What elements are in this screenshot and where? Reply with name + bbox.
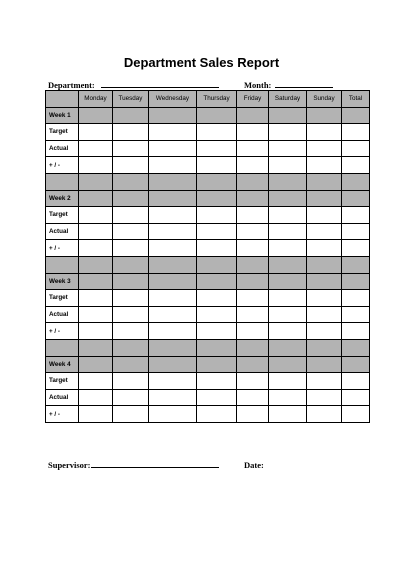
table-row [46,157,370,174]
separator-cell [149,339,197,356]
separator-cell [197,173,237,190]
separator-cell [79,173,113,190]
department-blank-line[interactable] [101,79,219,88]
week-header-cell [79,190,113,207]
entry-cell[interactable] [237,306,269,323]
entry-cell[interactable] [342,140,370,157]
week-header-cell [113,356,149,373]
entry-cell[interactable] [149,124,197,141]
column-header: Sunday [307,91,342,108]
entry-cell[interactable] [79,207,113,224]
separator-cell [237,256,269,273]
entry-cell[interactable] [113,223,149,240]
separator-cell [237,173,269,190]
entry-cell[interactable] [342,157,370,174]
entry-cell[interactable] [197,223,237,240]
table-row [46,323,370,340]
entry-cell[interactable] [149,240,197,257]
entry-cell[interactable] [342,306,370,323]
entry-cell[interactable] [307,240,342,257]
entry-cell[interactable] [79,406,113,423]
entry-cell[interactable] [79,323,113,340]
entry-cell[interactable] [307,373,342,390]
separator-cell [149,173,197,190]
row-label: Actual [46,389,79,406]
week-header-cell [237,107,269,124]
entry-cell[interactable] [79,373,113,390]
week-header-row [46,190,370,207]
entry-cell[interactable] [197,373,237,390]
row-label: + / - [46,157,79,174]
entry-cell[interactable] [237,157,269,174]
table-row [46,306,370,323]
entry-cell[interactable] [342,406,370,423]
entry-cell[interactable] [269,290,307,307]
entry-cell[interactable] [149,223,197,240]
table-row [46,373,370,390]
week-label: Week 3 [46,273,79,290]
entry-cell[interactable] [197,290,237,307]
column-header: Tuesday [113,91,149,108]
entry-cell[interactable] [269,124,307,141]
week-header-cell [79,107,113,124]
entry-cell[interactable] [269,306,307,323]
entry-cell[interactable] [149,389,197,406]
separator-cell [46,256,79,273]
entry-cell[interactable] [113,140,149,157]
entry-cell[interactable] [113,306,149,323]
week-header-cell [307,190,342,207]
entry-cell[interactable] [237,389,269,406]
entry-cell[interactable] [113,157,149,174]
supervisor-field[interactable] [48,459,219,471]
table-row [46,389,370,406]
table-row [46,124,370,141]
week-header-cell [237,356,269,373]
separator-cell [113,339,149,356]
week-header-cell [113,107,149,124]
week-header-cell [237,273,269,290]
week-header-cell [79,273,113,290]
row-label: + / - [46,323,79,340]
entry-cell[interactable] [237,240,269,257]
entry-cell[interactable] [237,290,269,307]
separator-cell [342,339,370,356]
separator-cell [269,256,307,273]
week-header-cell [342,190,370,207]
entry-cell[interactable] [307,290,342,307]
row-label: + / - [46,240,79,257]
entry-cell[interactable] [149,373,197,390]
separator-cell [307,339,342,356]
entry-cell[interactable] [197,207,237,224]
table-row [46,240,370,257]
entry-cell[interactable] [342,389,370,406]
separator-cell [113,256,149,273]
week-label: Week 2 [46,190,79,207]
entry-cell[interactable] [79,306,113,323]
week-header-cell [342,356,370,373]
entry-cell[interactable] [149,306,197,323]
entry-cell[interactable] [269,240,307,257]
separator-cell [307,173,342,190]
week-header-row [46,107,370,124]
entry-cell[interactable] [197,306,237,323]
entry-cell[interactable] [113,323,149,340]
separator-row [46,256,370,273]
entry-cell[interactable] [149,140,197,157]
week-header-cell [79,356,113,373]
entry-cell[interactable] [79,124,113,141]
column-header: Saturday [269,91,307,108]
entry-cell[interactable] [197,389,237,406]
sales-table [45,90,370,423]
entry-cell[interactable] [237,223,269,240]
week-header-cell [307,356,342,373]
entry-cell[interactable] [237,124,269,141]
week-header-cell [149,356,197,373]
table-row [46,223,370,240]
separator-cell [197,256,237,273]
entry-cell[interactable] [342,124,370,141]
entry-cell[interactable] [307,207,342,224]
entry-cell[interactable] [269,373,307,390]
row-label: Target [46,290,79,307]
entry-cell[interactable] [113,290,149,307]
week-header-cell [149,273,197,290]
entry-cell[interactable] [269,389,307,406]
week-label: Week 4 [46,356,79,373]
entry-cell[interactable] [269,157,307,174]
separator-cell [269,339,307,356]
row-label: Target [46,124,79,141]
supervisor-label: Supervisor: [48,460,91,470]
entry-cell[interactable] [237,323,269,340]
week-header-cell [113,273,149,290]
entry-cell[interactable] [113,240,149,257]
separator-cell [149,256,197,273]
entry-cell[interactable] [237,373,269,390]
week-header-cell [269,273,307,290]
entry-cell[interactable] [149,207,197,224]
entry-cell[interactable] [113,373,149,390]
week-header-cell [342,273,370,290]
department-label: Department: [48,80,95,90]
column-header: Wednesday [149,91,197,108]
entry-cell[interactable] [79,140,113,157]
separator-cell [197,339,237,356]
separator-cell [307,256,342,273]
entry-cell[interactable] [342,373,370,390]
entry-cell[interactable] [149,406,197,423]
row-label: Target [46,207,79,224]
column-header: Thursday [197,91,237,108]
entry-cell[interactable] [307,323,342,340]
table-row [46,406,370,423]
table-row [46,207,370,224]
entry-cell[interactable] [237,140,269,157]
week-header-cell [197,190,237,207]
entry-cell[interactable] [342,207,370,224]
separator-cell [269,173,307,190]
entry-cell[interactable] [342,290,370,307]
entry-cell[interactable] [79,290,113,307]
entry-cell[interactable] [197,140,237,157]
date-field[interactable] [244,459,264,471]
entry-cell[interactable] [307,406,342,423]
column-header: Friday [237,91,269,108]
table-header-row [46,91,370,108]
week-label: Week 1 [46,107,79,124]
week-header-cell [149,107,197,124]
separator-row [46,339,370,356]
month-label: Month: [244,80,272,90]
entry-cell[interactable] [79,157,113,174]
separator-row [46,173,370,190]
row-label: Actual [46,306,79,323]
entry-cell[interactable] [307,306,342,323]
separator-cell [342,256,370,273]
entry-cell[interactable] [197,124,237,141]
entry-cell[interactable] [149,157,197,174]
week-header-cell [149,190,197,207]
entry-cell[interactable] [307,223,342,240]
entry-cell[interactable] [342,240,370,257]
entry-cell[interactable] [113,389,149,406]
entry-cell[interactable] [149,290,197,307]
week-header-cell [342,107,370,124]
separator-cell [237,339,269,356]
entry-cell[interactable] [149,323,197,340]
entry-cell[interactable] [79,240,113,257]
entry-cell[interactable] [197,240,237,257]
week-header-cell [269,107,307,124]
row-label: + / - [46,406,79,423]
week-header-cell [197,107,237,124]
week-header-cell [269,356,307,373]
week-header-cell [197,356,237,373]
table-row [46,140,370,157]
column-header: Total [342,91,370,108]
entry-cell[interactable] [307,124,342,141]
entry-cell[interactable] [113,207,149,224]
date-label: Date: [244,460,264,470]
separator-cell [46,173,79,190]
entry-cell[interactable] [237,207,269,224]
week-header-cell [113,190,149,207]
footer-fields [48,459,368,471]
week-header-cell [237,190,269,207]
week-header-row [46,273,370,290]
week-header-cell [307,273,342,290]
column-header: Monday [79,91,113,108]
entry-cell[interactable] [197,323,237,340]
report-title: Department Sales Report [123,55,280,70]
entry-cell[interactable] [79,389,113,406]
separator-cell [46,339,79,356]
entry-cell[interactable] [269,140,307,157]
entry-cell[interactable] [197,406,237,423]
entry-cell[interactable] [113,124,149,141]
separator-cell [113,173,149,190]
row-label: Actual [46,140,79,157]
separator-cell [79,256,113,273]
entry-cell[interactable] [79,223,113,240]
entry-cell[interactable] [342,223,370,240]
entry-cell[interactable] [269,207,307,224]
week-header-cell [197,273,237,290]
row-label: Target [46,373,79,390]
supervisor-blank-line[interactable] [91,459,219,468]
entry-cell[interactable] [269,406,307,423]
entry-cell[interactable] [269,323,307,340]
table-row [46,290,370,307]
week-header-cell [269,190,307,207]
separator-cell [342,173,370,190]
entry-cell[interactable] [307,140,342,157]
header-corner-cell [46,91,79,108]
entry-cell[interactable] [237,406,269,423]
week-header-row [46,356,370,373]
entry-cell[interactable] [269,223,307,240]
entry-cell[interactable] [113,406,149,423]
week-header-cell [307,107,342,124]
separator-cell [79,339,113,356]
row-label: Actual [46,223,79,240]
entry-cell[interactable] [342,323,370,340]
month-blank-line[interactable] [275,79,333,88]
entry-cell[interactable] [197,157,237,174]
entry-cell[interactable] [307,157,342,174]
entry-cell[interactable] [307,389,342,406]
